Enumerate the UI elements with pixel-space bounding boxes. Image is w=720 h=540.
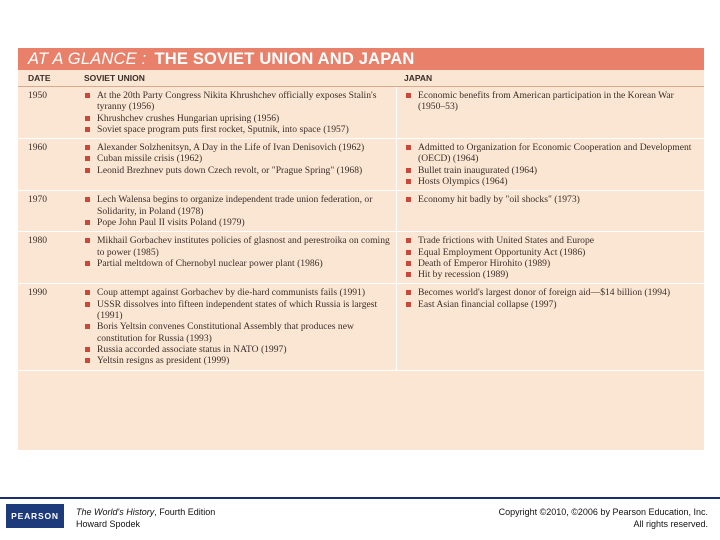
row-date: 1980 <box>28 236 47 247</box>
event-item: USSR dissolves into fifteen independent states of which Russia is largest (1991) <box>84 299 390 322</box>
event-item: Boris Yeltsin convenes Constitutional Assembly that produces new constitution for Russia (1993) <box>84 321 390 344</box>
pearson-logo: PEARSON <box>6 504 64 528</box>
copyright-notice <box>499 506 708 530</box>
soviet-union-events <box>70 232 396 283</box>
table-row <box>18 232 704 284</box>
book-citation <box>76 506 215 530</box>
title-prefix: AT A GLANCE : <box>28 49 147 68</box>
event-item: Admitted to Organization for Economic Cooperation and Development (OECD) (1964) <box>405 142 698 165</box>
header-date: DATE <box>28 73 51 83</box>
japan-events <box>396 232 704 283</box>
book-edition: , Fourth Edition <box>154 507 216 517</box>
event-item: Equal Employment Opportunity Act (1986) <box>405 247 698 258</box>
table-title <box>18 48 704 70</box>
event-item: Khrushchev crushes Hungarian uprising (1956) <box>84 113 390 124</box>
event-item: At the 20th Party Congress Nikita Khrushchev officially exposes Stalin's tyranny (1956) <box>84 90 390 113</box>
event-item: Economy hit badly by "oil shocks" (1973) <box>405 194 698 205</box>
soviet-union-events <box>70 191 396 231</box>
header-soviet-union: SOVIET UNION <box>84 73 145 83</box>
book-title: The World's History <box>76 507 155 517</box>
table-row <box>18 87 704 139</box>
header-japan: JAPAN <box>404 73 433 83</box>
soviet-union-events <box>70 87 396 138</box>
event-item: Russia accorded associate status in NATO (1997) <box>84 344 390 355</box>
event-item: Yeltsin resigns as president (1999) <box>84 355 390 366</box>
event-item: Death of Emperor Hirohito (1989) <box>405 258 698 269</box>
row-date: 1960 <box>28 143 47 154</box>
event-item: Mikhail Gorbachev institutes policies of glasnost and perestroika on coming to power (1985) <box>84 235 390 258</box>
event-item: Hosts Olympics (1964) <box>405 176 698 187</box>
event-item: Leonid Brezhnev puts down Czech revolt, or "Prague Spring" (1968) <box>84 165 390 176</box>
row-date: 1990 <box>28 288 47 299</box>
event-item: Becomes world's largest donor of foreign aid—$14 billion (1994) <box>405 287 698 298</box>
at-a-glance-table <box>18 48 704 450</box>
book-author: Howard Spodek <box>76 519 141 529</box>
event-item: Coup attempt against Gorbachev by die-hard communists fails (1991) <box>84 287 390 298</box>
japan-events <box>396 191 704 231</box>
table-row <box>18 191 704 232</box>
row-date: 1970 <box>28 195 47 206</box>
title-main: THE SOVIET UNION AND JAPAN <box>154 49 415 68</box>
row-date: 1950 <box>28 91 47 101</box>
copyright-line-2: All rights reserved. <box>633 519 708 529</box>
event-item: Soviet space program puts first rocket, Sputnik, into space (1957) <box>84 124 390 135</box>
event-item: Economic benefits from American participation in the Korean War (1950–53) <box>405 90 698 113</box>
event-item: Trade frictions with United States and Europe <box>405 235 698 246</box>
event-item: Cuban missile crisis (1962) <box>84 153 390 164</box>
table-row <box>18 139 704 191</box>
event-item: East Asian financial collapse (1997) <box>405 299 698 310</box>
event-item: Bullet train inaugurated (1964) <box>405 165 698 176</box>
column-headers <box>18 70 704 87</box>
event-item: Lech Walensa begins to organize independent trade union federation, or Solidarity, in Poland (1978) <box>84 194 390 217</box>
copyright-line-1: Copyright ©2010, ©2006 by Pearson Education, Inc. <box>498 507 708 517</box>
soviet-union-events <box>70 139 396 190</box>
table-body <box>18 87 704 371</box>
event-item: Alexander Solzhenitsyn, A Day in the Life of Ivan Denisovich (1962) <box>84 142 390 153</box>
japan-events <box>396 284 704 369</box>
soviet-union-events <box>70 284 396 369</box>
footer-divider <box>0 497 720 499</box>
event-item: Hit by recession (1989) <box>405 269 698 280</box>
japan-events <box>396 87 704 138</box>
event-item: Partial meltdown of Chernobyl nuclear power plant (1986) <box>84 258 390 269</box>
japan-events <box>396 139 704 190</box>
table-row <box>18 284 704 370</box>
event-item: Pope John Paul II visits Poland (1979) <box>84 217 390 228</box>
